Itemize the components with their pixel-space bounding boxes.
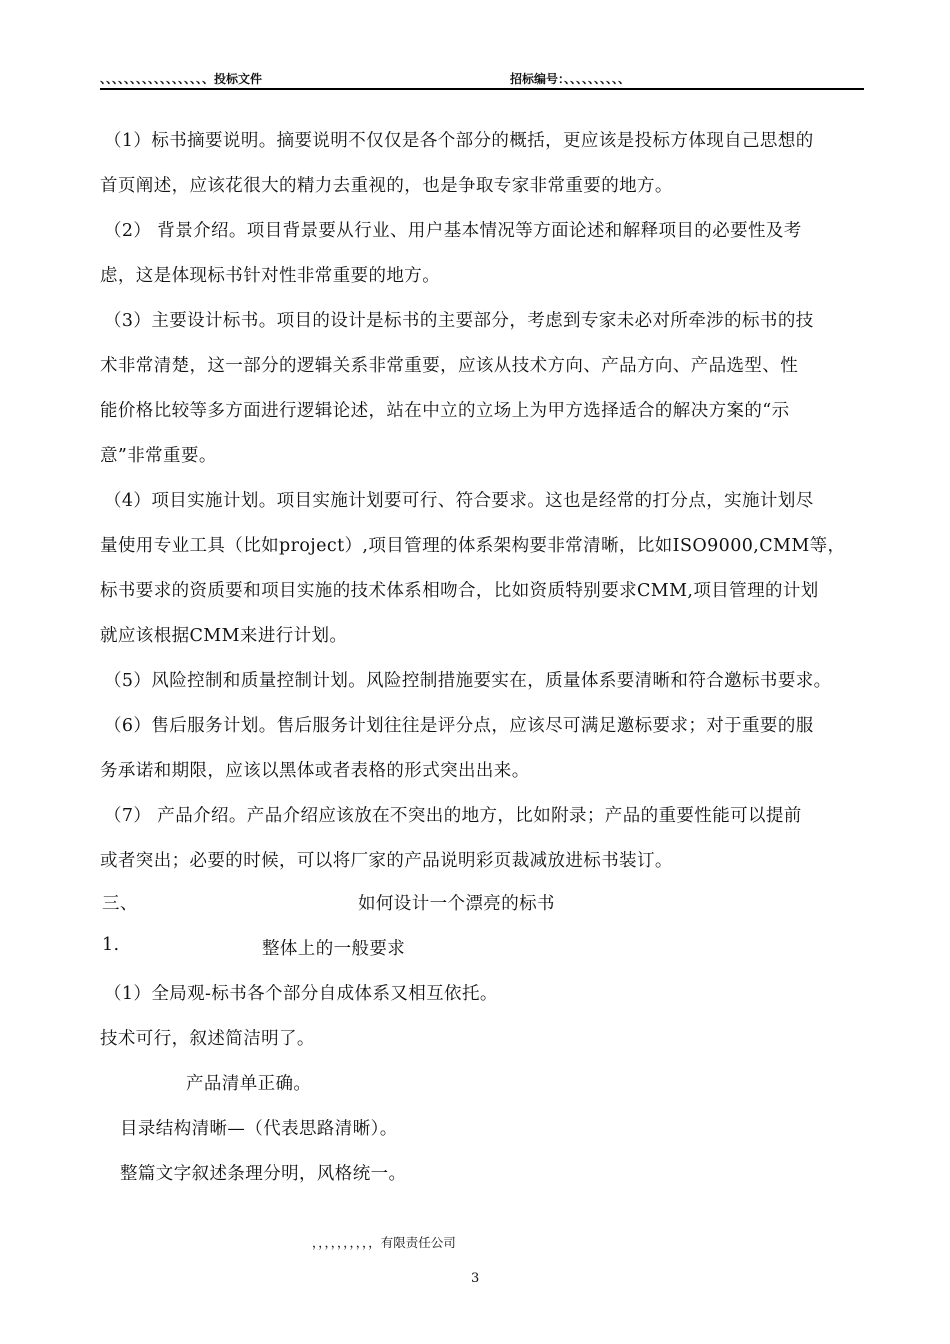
section-title: 如何设计一个漂亮的标书 — [358, 894, 555, 914]
subsection-title: 整体上的一般要求 — [262, 939, 406, 959]
section-number: 三、 — [102, 894, 138, 914]
paragraph-line: 术非常清楚，这一部分的逻辑关系非常重要，应该从技术方向、产品方向、产品选型、性 — [100, 356, 799, 376]
paragraph-line: （5）风险控制和质量控制计划。风险控制措施要实在，质量体系要清晰和符合邀标书要求。 — [104, 671, 832, 691]
page-number: 3 — [471, 1271, 480, 1286]
page-header — [100, 66, 864, 90]
list-item: 目录结构清晰—（代表思路清晰）。 — [120, 1119, 398, 1139]
paragraph-line: 虑，这是体现标书针对性非常重要的地方。 — [100, 266, 441, 286]
list-item: 技术可行，叙述简洁明了。 — [100, 1029, 315, 1049]
paragraph-line: 量使用专业工具（比如project）,项目管理的体系架构要非常清晰，比如ISO9000,CMM等， — [100, 536, 846, 556]
paragraph-line: （6）售后服务计划。售后服务计划往往是评分点，应该尽可满足邀标要求；对于重要的服 — [104, 716, 814, 736]
list-item: （1）全局观-标书各个部分自成体系又相互依托。 — [104, 984, 498, 1004]
paragraph-line: 标书要求的资质要和项目实施的技术体系相吻合，比如资质特别要求CMM,项目管理的计划 — [100, 581, 819, 601]
paragraph-line: 意”非常重要。 — [100, 446, 217, 466]
paragraph-line: （3）主要设计标书。项目的设计是标书的主要部分，考虑到专家未必对所牵涉的标书的技 — [104, 311, 814, 331]
paragraph-line: 务承诺和期限，应该以黑体或者表格的形式突出出来。 — [100, 761, 530, 781]
header-doc-title: 、、、、、、、、、、、、、、、、、、投标文件 — [100, 72, 263, 86]
list-item: 整篇文字叙述条理分明，风格统一。 — [120, 1164, 407, 1184]
paragraph-line: 能价格比较等多方面进行逻辑论述，站在中立的立场上为甲方选择适合的解决方案的“示 — [100, 401, 790, 421]
footer-company: ，，，，，，，，，，有限责任公司 — [312, 1235, 456, 1250]
paragraph-line: 首页阐述，应该花很大的精力去重视的，也是争取专家非常重要的地方。 — [100, 176, 673, 196]
paragraph-line: 或者突出；必要的时候，可以将厂家的产品说明彩页裁减放进标书装订。 — [100, 851, 673, 871]
paragraph-line: （1）标书摘要说明。摘要说明不仅仅是各个部分的概括，更应该是投标方体现自己思想的 — [104, 131, 814, 151]
paragraph-line: 就应该根据CMM来进行计划。 — [100, 626, 348, 646]
header-tender-number: 招标编号：、、、、、、、、、、 — [510, 72, 631, 86]
subsection-number: 1. — [102, 935, 120, 955]
paragraph-line: （4）项目实施计划。项目实施计划要可行、符合要求。这也是经常的打分点，实施计划尽 — [104, 491, 814, 511]
paragraph-line: （7） 产品介绍。产品介绍应该放在不突出的地方，比如附录；产品的重要性能可以提前 — [104, 806, 802, 826]
paragraph-line: （2） 背景介绍。项目背景要从行业、用户基本情况等方面论述和解释项目的必要性及考 — [104, 221, 802, 241]
list-item: 产品清单正确。 — [186, 1074, 312, 1094]
